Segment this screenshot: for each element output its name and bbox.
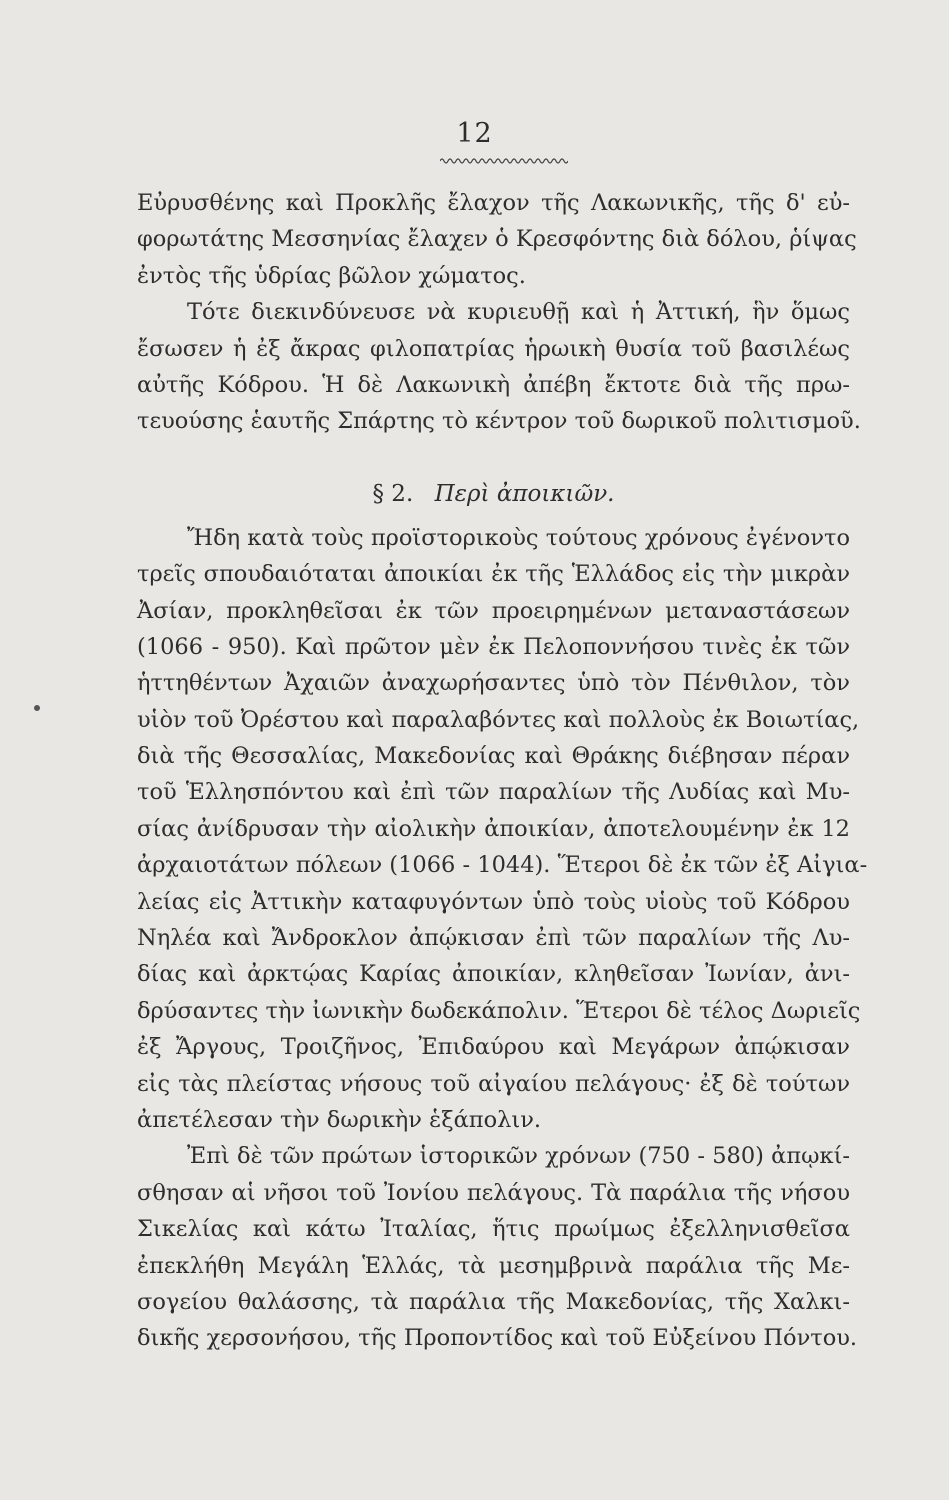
- text-line: τοῦ Ἑλλησπόντου καὶ ἐπὶ τῶν παραλίων τῆς Λυδίας καὶ Μυ-: [137, 779, 850, 806]
- section-title: Περὶ ἀποικιῶν.: [434, 480, 615, 507]
- paragraph-4: [137, 1138, 858, 1356]
- text-line: Νηλέα καὶ Ἄνδροκλον ἀπῴκισαν ἐπὶ τῶν παραλίων τῆς Λυ-: [137, 925, 850, 952]
- text-line: ἔσωσεν ἡ ἐξ ἄκρας φιλοπατρίας ἡρωικὴ θυσία τοῦ βασιλέως: [137, 335, 850, 362]
- text-line: Ἐπὶ δὲ τῶν πρώτων ἱστορικῶν χρόνων (750 - 580) ἀπῳκί-: [187, 1143, 850, 1170]
- section-number: § 2.: [372, 480, 414, 507]
- text-line: ἐπεκλήθη Μεγάλη Ἑλλάς, τὰ μεσημβρινὰ παράλια τῆς Με-: [137, 1252, 850, 1279]
- text-line: ἡττηθέντων Ἀχαιῶν ἀναχωρήσαντες ὑπὸ τὸν Πένθιλον, τὸν: [137, 670, 850, 697]
- text-line: Ἤδη κατὰ τοὺς προϊστορικοὺς τούτους χρόνους ἐγένοντο: [187, 524, 850, 551]
- text-line: Τότε διεκινδύνευσε νὰ κυριευθῇ καὶ ἡ Ἀττική, ἣν ὅμως: [187, 299, 850, 326]
- paragraph-3: [137, 520, 868, 1139]
- paragraph-1: [137, 185, 857, 294]
- text-line: ἐξ Ἄργους, Τροιζῆνος, Ἐπιδαύρου καὶ Μεγάρων ἀπῴκισαν: [137, 1034, 850, 1061]
- text-line: δικῆς χερσονήσου, τῆς Προποντίδος καὶ τοῦ Εὐξείνου Πόντου.: [137, 1325, 858, 1352]
- text-line: τρεῖς σπουδαιόταται ἀποικίαι ἐκ τῆς Ἑλλάδος εἰς τὴν μικρὰν: [137, 561, 850, 588]
- text-line: δίας καὶ ἀρκτῴας Καρίας ἀποικίαν, κληθεῖσαν Ἰωνίαν, ἀνι-: [137, 961, 850, 988]
- margin-dot: [34, 705, 40, 711]
- text-line: φορωτάτης Μεσσηνίας ἔλαχεν ὁ Κρεσφόντης διὰ δόλου, ῥίψας: [137, 226, 857, 253]
- text-line: (1066 - 950). Καὶ πρῶτον μὲν ἐκ Πελοποννήσου τινὲς ἐκ τῶν: [137, 633, 850, 660]
- text-line: τευούσης ἑαυτῆς Σπάρτης τὸ κέντρον τοῦ δωρικοῦ πολιτισμοῦ.: [137, 408, 861, 435]
- text-line: ἐντὸς τῆς ὑδρίας βῶλον χώματος.: [137, 262, 526, 289]
- text-line: αὐτῆς Κόδρου. Ἡ δὲ Λακωνικὴ ἀπέβη ἔκτοτε διὰ τῆς πρω-: [137, 371, 850, 398]
- text-line: σίας ἀνίδρυσαν τὴν αἰολικὴν ἀποικίαν, ἀποτελουμένην ἐκ 12: [137, 815, 850, 842]
- section-heading: [137, 474, 850, 514]
- page-number: 12: [456, 118, 493, 149]
- text-line: Εὐρυσθένης καὶ Προκλῆς ἔλαχον τῆς Λακωνικῆς, τῆς δ' εὐ-: [137, 190, 850, 216]
- text-line: εἰς τὰς πλείστας νήσους τοῦ αἰγαίου πελάγους· ἐξ δὲ τούτων: [137, 1070, 850, 1097]
- body-text: [137, 185, 868, 1357]
- text-line: λείας εἰς Ἀττικὴν καταφυγόντων ὑπὸ τοὺς υἱοὺς τοῦ Κόδρου: [137, 888, 850, 915]
- text-line: ἀπετέλεσαν τὴν δωρικὴν ἑξάπολιν.: [137, 1106, 542, 1133]
- decorative-rule: [440, 157, 568, 165]
- text-line: ἀρχαιοτάτων πόλεων (1066 - 1044). Ἕτεροι δὲ ἐκ τῶν ἐξ Αἰγια-: [137, 852, 868, 879]
- paragraph-2: [137, 294, 861, 440]
- text-line: σογείου θαλάσσης, τὰ παράλια τῆς Μακεδονίας, τῆς Χαλκι-: [137, 1288, 850, 1315]
- text-line: Σικελίας καὶ κάτω Ἰταλίας, ἥτις πρωίμως ἐξελληνισθεῖσα: [137, 1216, 850, 1243]
- text-line: Ἀσίαν, προκληθεῖσαι ἐκ τῶν προειρημένων μεταναστάσεων: [137, 597, 850, 624]
- text-line: σθησαν αἱ νῆσοι τοῦ Ἰονίου πελάγους. Τὰ παράλια τῆς νήσου: [137, 1179, 850, 1206]
- text-line: διὰ τῆς Θεσσαλίας, Μακεδονίας καὶ Θράκης διέβησαν πέραν: [137, 743, 850, 770]
- text-line: δρύσαντες τὴν ἰωνικὴν δωδεκάπολιν. Ἕτεροι δὲ τέλος Δωριεῖς: [137, 997, 861, 1024]
- text-line: υἱὸν τοῦ Ὀρέστου καὶ παραλαβόντες καὶ πολλοὺς ἐκ Βοιωτίας,: [137, 706, 860, 733]
